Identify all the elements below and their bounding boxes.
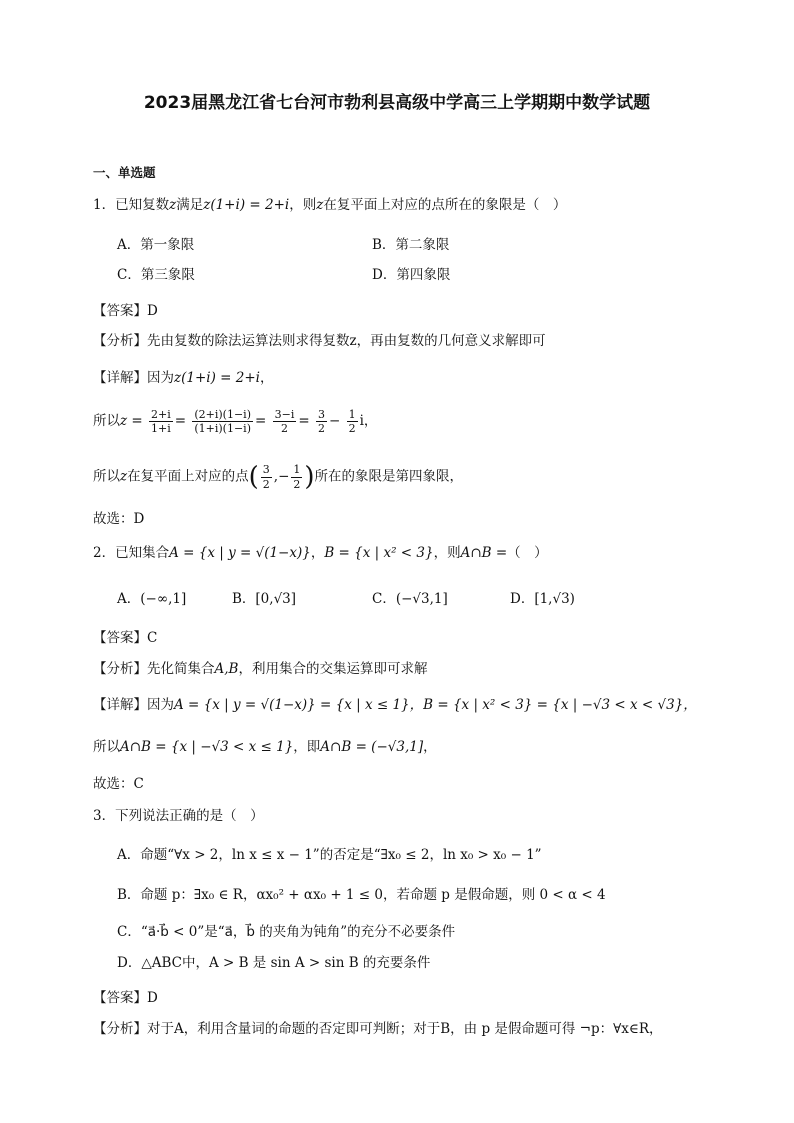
detail-equation: A∩B = {x | −√3 < x ≤ 1} <box>120 739 294 755</box>
q2-stem-text: 2．已知集合 <box>93 545 170 561</box>
q1-analysis <box>93 329 546 349</box>
q2-analysis <box>93 657 427 677</box>
q1-detail-line-3: 所以z在复平面上对应的点( $\frac{3}{2}$ ,− $\frac{1}{2}$ )所在的象限是第四象限， <box>93 462 464 492</box>
detail-text: 因为 <box>147 370 174 386</box>
detail-tag: 【详解】 <box>93 697 147 713</box>
detail-text: 所以 <box>93 739 120 755</box>
detail-text: 所以 <box>93 468 120 485</box>
analysis-sets: A,B <box>214 661 239 677</box>
q1-stem-text: 满足 <box>176 197 204 213</box>
detail-equation: A∩B = (−√3,1] <box>320 739 424 755</box>
q3-analysis <box>93 1017 663 1037</box>
q3-option-a: A．命题“∀x > 2，ln x ≤ x − 1”的否定是“∃x₀ ≤ 2，ln x₀ > x₀ − 1” <box>117 847 542 863</box>
analysis-text: 先化简集合 <box>147 661 215 677</box>
q2-answer <box>93 626 157 646</box>
q2-option-d: D．[1,√3) <box>510 591 575 607</box>
fraction: $\frac{3-i}{2}$ <box>274 408 295 436</box>
fraction: $\frac{1}{2}$ <box>293 463 301 491</box>
question-1-stem <box>93 193 566 213</box>
question-3-stem: 3．下列说法正确的是（ ） <box>93 808 264 824</box>
q2-stem-text: ， <box>310 545 325 561</box>
q2-option-a: A．(−∞,1] <box>117 591 187 607</box>
answer-tag: 【答案】 <box>93 990 147 1006</box>
q2-detail-line-2 <box>93 735 437 755</box>
q1-stem-text: ，则 <box>289 197 317 213</box>
q1-equation: z(1+i) = 2+i <box>203 197 290 213</box>
q1-option-c: C．第三象限 <box>117 267 195 283</box>
question-2-stem <box>93 541 548 561</box>
q3-option-c: C．“a⃗·b⃗ < 0”是“a⃗，b⃗ 的夹角为钝角”的充分不必要条件 <box>117 924 456 940</box>
fraction: $\frac{3}{2}$ <box>317 408 325 436</box>
detail-var-z: z <box>120 468 128 485</box>
fraction: $\frac{2+i}{1+i}$ <box>151 408 171 436</box>
q1-var-z: z <box>316 197 324 213</box>
detail-text: 在复平面上对应的点 <box>127 468 249 485</box>
q3-option-d: D．△ABC中，A > B 是 sin A > sin B 的充要条件 <box>117 955 431 971</box>
q2-stem-text: ，则 <box>433 545 461 561</box>
analysis-tag: 【分析】 <box>93 333 147 349</box>
detail-equation: A = {x | y = √(1−x)} = {x | x ≤ 1}，B = {x | x² < 3} = {x | −√3 < x < √3}， <box>174 697 697 713</box>
detail-text: i， <box>359 413 378 430</box>
answer-value: C <box>147 630 158 646</box>
detail-text: ， <box>259 370 274 386</box>
answer-value: D <box>147 990 158 1006</box>
q1-detail-line-2: 所以z = $\frac{2+i}{1+i}$ = $\frac{(2+i)(1-i)}{(1+i)(1-i)}$ = $\frac{3-i}{2}$ = $\frac{3}{2}$ − $\frac{1}{2}$ i， <box>93 408 378 436</box>
answer-value: D <box>147 303 158 319</box>
analysis-text: ，利用集合的交集运算即可求解 <box>238 661 428 677</box>
q1-answer <box>93 299 158 319</box>
q1-var-z: z <box>169 197 177 213</box>
q3-answer <box>93 986 158 1006</box>
q2-option-b: B．[0,√3] <box>232 591 297 607</box>
q1-stem-text: 1．已知复数 <box>93 197 170 213</box>
q2-set-a: A = {x | y = √(1−x)} <box>169 545 311 561</box>
answer-tag: 【答案】 <box>93 303 147 319</box>
fraction: $\frac{3}{2}$ <box>262 463 270 491</box>
detail-text: 所在的象限是第四象限， <box>314 468 464 485</box>
q2-intersection: A∩B <box>460 545 492 561</box>
q1-stem-text: 在复平面上对应的点所在的象限是（ ） <box>323 197 567 213</box>
q1-conclusion: 故选：D <box>93 511 145 527</box>
analysis-text: 先由复数的除法运算法则求得复数z，再由复数的几何意义求解即可 <box>147 333 546 349</box>
fraction: $\frac{1}{2}$ <box>348 408 356 436</box>
q3-option-b: B．命题 p：∃x₀ ∈ R，αx₀² + αx₀ + 1 ≤ 0，若命题 p 是假命题，则 0 < α < 4 <box>117 887 606 903</box>
detail-var-z: z = <box>120 413 143 430</box>
analysis-text: 对于A，利用含量词的命题的否定即可判断；对于B，由 p 是假命题可得 ¬p：∀x∈R， <box>147 1021 663 1037</box>
detail-text: 所以 <box>93 413 120 430</box>
q2-option-c: C．(−√3,1] <box>372 591 448 607</box>
q2-conclusion: 故选：C <box>93 776 144 792</box>
detail-text: 因为 <box>147 697 174 713</box>
analysis-tag: 【分析】 <box>93 661 147 677</box>
q1-option-b: B．第二象限 <box>372 237 450 253</box>
page-title: 2023届黑龙江省七台河市勃利县高级中学高三上学期期中数学试题 <box>143 93 651 113</box>
q2-detail-line-1 <box>93 693 697 713</box>
q1-detail-line-1 <box>93 366 273 386</box>
q2-set-b: B = {x | x² < 3} <box>324 545 434 561</box>
detail-text: ， <box>423 739 437 755</box>
q2-stem-text: =（ ） <box>491 545 548 561</box>
detail-equation: z(1+i) = 2+i <box>174 370 260 386</box>
section-heading: 一、单选题 <box>93 165 156 180</box>
q1-option-d: D．第四象限 <box>372 267 451 283</box>
detail-text: ，即 <box>293 739 321 755</box>
detail-tag: 【详解】 <box>93 370 147 386</box>
q1-option-a: A．第一象限 <box>117 237 195 253</box>
answer-tag: 【答案】 <box>93 630 147 646</box>
analysis-tag: 【分析】 <box>93 1021 147 1037</box>
fraction: $\frac{(2+i)(1-i)}{(1+i)(1-i)}$ <box>194 408 251 436</box>
